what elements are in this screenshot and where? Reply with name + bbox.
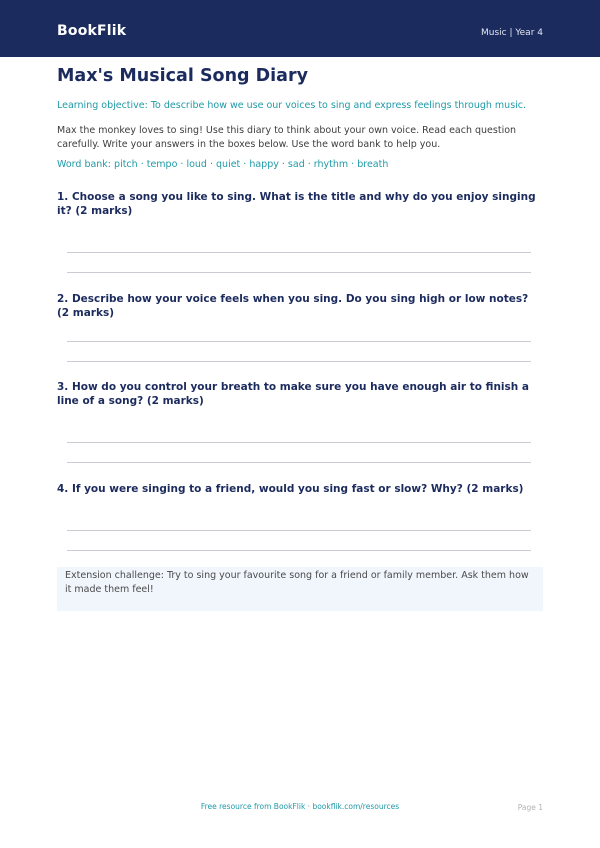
- answer-line-4b[interactable]: [67, 550, 531, 551]
- question-1: 1. Choose a song you like to sing. What is the title and why do you enjoy singing it? (2 marks): [57, 191, 536, 217]
- answer-line-2a[interactable]: [67, 341, 531, 342]
- answer-line-1a[interactable]: [67, 252, 531, 253]
- answer-line-3b[interactable]: [67, 462, 531, 463]
- subject-year-label: Music | Year 4: [480, 28, 543, 38]
- word-bank: Word bank: pitch · tempo · loud · quiet · happy · sad · rhythm · breath: [57, 159, 389, 170]
- answer-line-3a[interactable]: [67, 442, 531, 443]
- answer-line-2b[interactable]: [67, 361, 531, 362]
- question-4: 4. If you were singing to a friend, would you sing fast or slow? Why? (2 marks): [57, 483, 524, 495]
- page-title: Max's Musical Song Diary: [57, 66, 309, 86]
- intro-text: Max the monkey loves to sing! Use this diary to think about your own voice. Read each question carefully. Write your answers in the boxes below. Use the word bank to help you.: [57, 125, 517, 150]
- learning-objective: Learning objective: To describe how we use our voices to sing and express feelings through music.: [57, 100, 527, 111]
- page-number: Page 1: [517, 803, 543, 812]
- answer-line-1b[interactable]: [67, 272, 531, 273]
- question-3: 3. How do you control your breath to make sure you have enough air to finish a line of a song? (2 marks): [57, 381, 529, 407]
- extension-challenge-box: Extension challenge: Try to sing your favourite song for a friend or family member. Ask them how it made them feel!: [57, 567, 543, 611]
- brand-logo[interactable]: BookFlik: [57, 23, 127, 39]
- header-bar: [0, 0, 600, 57]
- footer-link[interactable]: Free resource from BookFlik · bookflik.com/resources: [200, 802, 400, 811]
- answer-line-4a[interactable]: [67, 530, 531, 531]
- question-2: 2. Describe how your voice feels when you sing. Do you sing high or low notes? (2 marks): [57, 293, 529, 319]
